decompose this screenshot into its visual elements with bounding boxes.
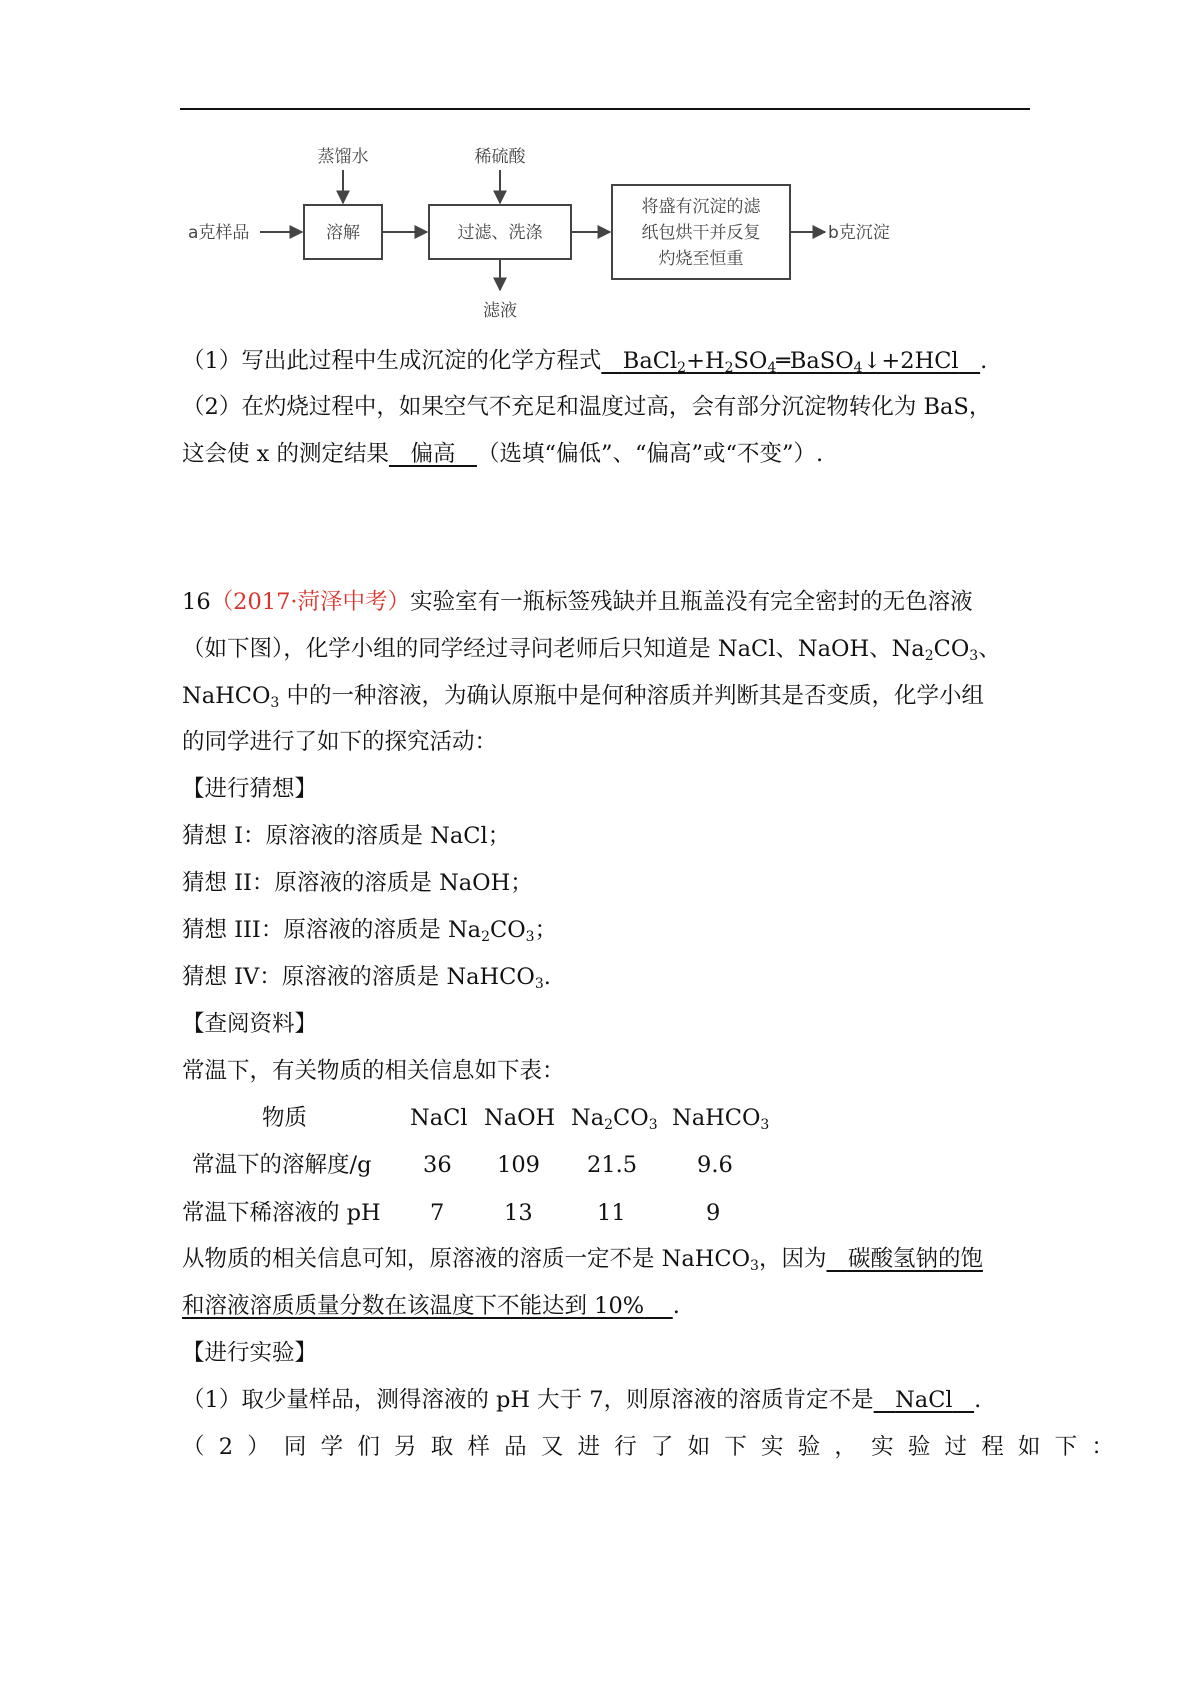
- table-row1-nacl: 36: [423, 1152, 452, 1178]
- q16-number: 16: [182, 589, 211, 615]
- table-col-nahco3: NaHCO$_3$: [672, 1105, 770, 1133]
- q15-part1: （1）写出此过程中生成沉淀的化学方程式 $BaCl_2+H_2SO_4═BaSO_4↓+2HCl$ .: [182, 348, 988, 376]
- guess-1: 猜想 I：原溶液的溶质是 NaCl；: [182, 823, 511, 849]
- flow-ignite-line-3: 灼烧至恒重: [658, 249, 744, 269]
- q16-source: （2017·菏泽中考）: [210, 589, 411, 615]
- conclusion-answer-part2: 和溶液溶质质量分数在该温度下不能达到 10%: [182, 1293, 645, 1319]
- header-rule: [180, 108, 1030, 110]
- conclusion-line2: 和溶液溶质质量分数在该温度下不能达到 10% .: [182, 1293, 680, 1319]
- flow-filtrate-label: 滤液: [483, 301, 517, 321]
- q16-intro-line4: 的同学进行了如下的探究活动：: [182, 729, 498, 755]
- flow-acid-label: 稀硫酸: [474, 147, 526, 167]
- table-col-na2co3: $Na_2CO_3$: [571, 1105, 658, 1133]
- q15-part2-line2: 这会使 x 的测定结果 偏高 （选填“偏低”、“偏高”或“不变”）.: [182, 441, 824, 467]
- q16-intro-line3: NaHCO$_3$ 中的一种溶液，为确认原瓶中是何种溶质并判断其是否变质，化学小组: [182, 683, 984, 711]
- guess-3: 猜想 III：原溶液的溶质是 $Na_2CO_3$；: [182, 917, 558, 945]
- table-row2-nahco3: 9: [706, 1200, 721, 1226]
- flow-output-label: b克沉淀: [828, 223, 890, 243]
- table-row1-label: 常温下的溶解度/g: [192, 1152, 372, 1178]
- q15-answer-equation: $BaCl_2+H_2SO_4═BaSO_4↓+2HCl$: [622, 348, 959, 376]
- experiment-2: （2）同学们另取样品又进行了如下实验，实验过程如下：: [182, 1434, 1129, 1460]
- flow-water-label: 蒸馏水: [317, 147, 369, 167]
- flow-filter-label: 过滤、洗涤: [457, 223, 543, 243]
- q16-intro-line2: （如下图），化学小组的同学经过寻问老师后只知道是 NaCl、NaOH、$Na_2CO_3$、: [182, 636, 1001, 664]
- table-row2-naoh: 13: [504, 1200, 533, 1226]
- guess-2: 猜想 II：原溶液的溶质是 NaOH；: [182, 870, 533, 896]
- table-row2-na2co3: 11: [597, 1200, 626, 1226]
- q16-intro-line1: 16（2017·菏泽中考）实验室有一瓶标签残缺并且瓶盖没有完全密封的无色溶液: [182, 589, 973, 615]
- table-header-label: 物质: [262, 1105, 308, 1131]
- table-col-naoh: NaOH: [484, 1105, 556, 1131]
- table-col-nacl: NaCl: [410, 1105, 468, 1131]
- experiment-1-answer: NaCl: [895, 1387, 953, 1413]
- guess-4: 猜想 IV：原溶液的溶质是 NaHCO$_3$.: [182, 964, 551, 992]
- q15-answer-result: 偏高: [410, 441, 456, 467]
- flow-dissolve-label: 溶解: [326, 223, 360, 243]
- table-row1-na2co3: 21.5: [587, 1152, 638, 1178]
- experiment-1: （1）取少量样品，测得溶液的 pH 大于 7，则原溶液的溶质肯定不是 NaCl .: [182, 1387, 982, 1413]
- conclusion-answer-part1: 碳酸氢钠的饱: [847, 1246, 983, 1272]
- table-row1-nahco3: 9.6: [697, 1152, 733, 1178]
- heading-experiment: 【进行实验】: [182, 1340, 318, 1366]
- heading-guess: 【进行猜想】: [182, 776, 318, 802]
- conclusion-line1: 从物质的相关信息可知，原溶液的溶质一定不是 NaHCO$_3$，因为 碳酸氢钠的饱: [182, 1246, 983, 1274]
- process-flowchart: [180, 140, 910, 325]
- flow-input-label: a克样品: [188, 223, 250, 243]
- table-row2-label: 常温下稀溶液的 pH: [182, 1200, 381, 1226]
- q15-part2-line1: （2）在灼烧过程中，如果空气不充足和温度过高，会有部分沉淀物转化为 BaS，: [182, 394, 992, 420]
- table-row1-naoh: 109: [497, 1152, 540, 1178]
- heading-info: 【查阅资料】: [182, 1011, 318, 1037]
- info-intro: 常温下，有关物质的相关信息如下表：: [182, 1058, 565, 1084]
- flow-ignite-line-1: 将盛有沉淀的滤: [641, 197, 761, 217]
- flow-ignite-line-2: 纸包烘干并反复: [641, 223, 761, 243]
- table-row2-nacl: 7: [430, 1200, 445, 1226]
